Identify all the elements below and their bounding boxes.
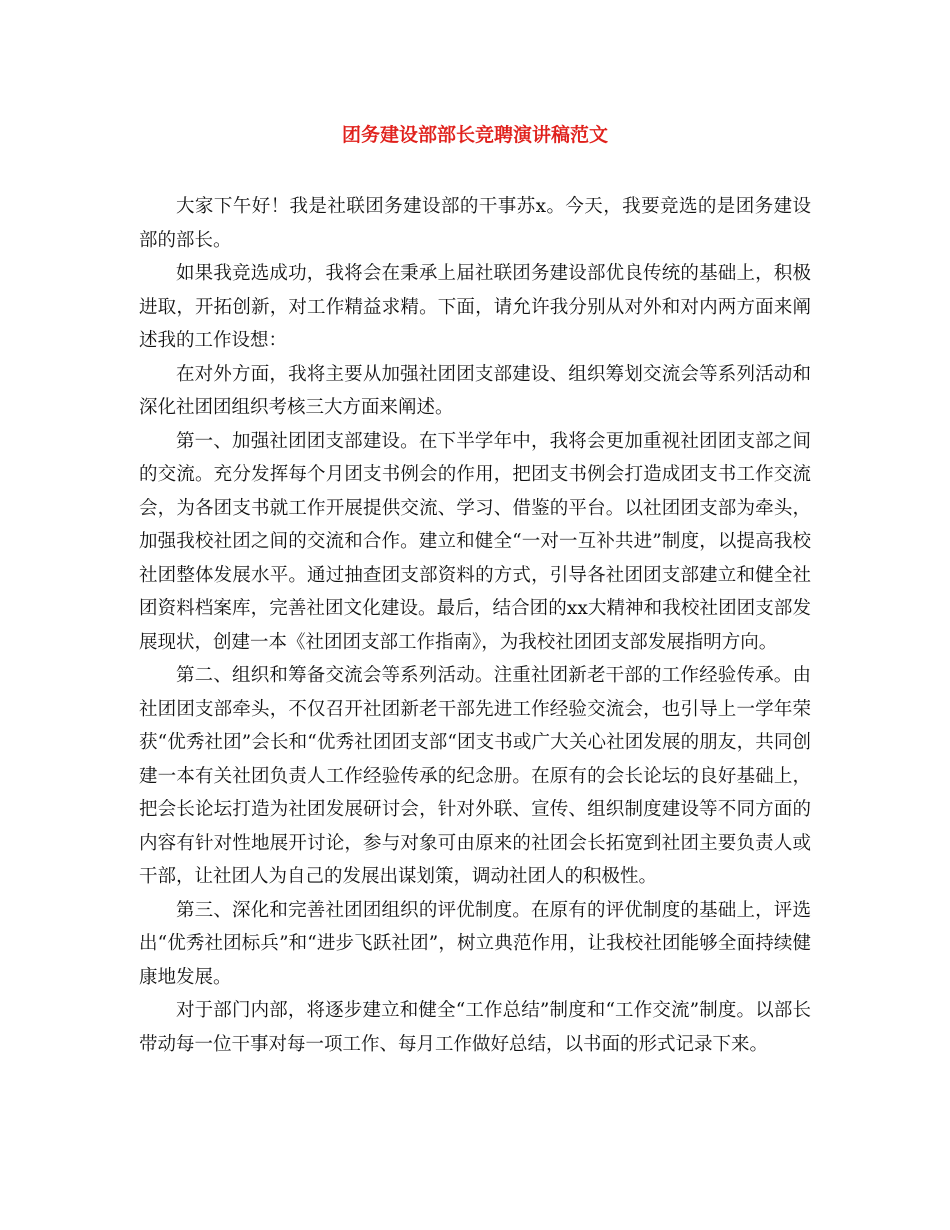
- document-title: 团务建设部部长竞聘演讲稿范文: [341, 124, 608, 146]
- paragraph: 第二、组织和筹备交流会等系列活动。注重社团新老干部的工作经验传承。由社团团支部牵头，不仅召开社团新老干部先进工作经验交流会，也引导上一学年荣获“优秀社团”会长和“优秀社团团支部“团支书或广大关心社团发展的朋友，共同创建一本有关社团负责人工作经验传承的纪念册。在原有的会长论坛的良好基础上，把会长论坛打造为社团发展研讨会，针对外联、宣传、组织制度建设等不同方面的内容有针对性地展开讨论，参与对象可由原来的社团会长拓宽到社团主要负责人或干部，让社团人为自己的发展出谋划策，调动社团人的积极性。: [139, 665, 811, 887]
- paragraph: 第三、深化和完善社团团组织的评优制度。在原有的评优制度的基础上，评选出“优秀社团标兵”和“进步飞跃社团”，树立典范作用，让我校社团能够全面持续健康地发展。: [139, 899, 811, 988]
- paragraph: 第一、加强社团团支部建设。在下半学年中，我将会更加重视社团团支部之间的交流。充分发挥每个月团支书例会的作用，把团支书例会打造成团支书工作交流会，为各团支书就工作开展提供交流、学习、借鉴的平台。以社团团支部为牵头，加强我校社团之间的交流和合作。建立和健全“一对一互补共进”制度，以提高我校社团整体发展水平。通过抽查团支部资料的方式，引导各社团团支部建立和健全社团资料档案库，完善社团文化建设。最后，结合团的xx大精神和我校社团团支部发展现状，创建一本《社团团支部工作指南》，为我校社团团支部发展指明方向。: [139, 430, 811, 653]
- paragraph: 在对外方面，我将主要从加强社团团支部建设、组织筹划交流会等系列活动和深化社团团组织考核三大方面来阐述。: [139, 363, 811, 418]
- paragraph: 大家下午好！我是社联团务建设部的干事苏x。今天，我要竞选的是团务建设部的部长。: [139, 196, 811, 251]
- document-body: [139, 190, 811, 1061]
- paragraph: 如果我竞选成功，我将会在秉承上届社联团务建设部优良传统的基础上，积极进取，开拓创新，对工作精益求精。下面，请允许我分别从对外和对内两方面来阐述我的工作设想：: [139, 263, 811, 351]
- paragraph: 对于部门内部，将逐步建立和健全“工作总结”制度和“工作交流”制度。以部长带动每一位干事对每一项工作、每月工作做好总结，以书面的形式记录下来。: [139, 1000, 811, 1055]
